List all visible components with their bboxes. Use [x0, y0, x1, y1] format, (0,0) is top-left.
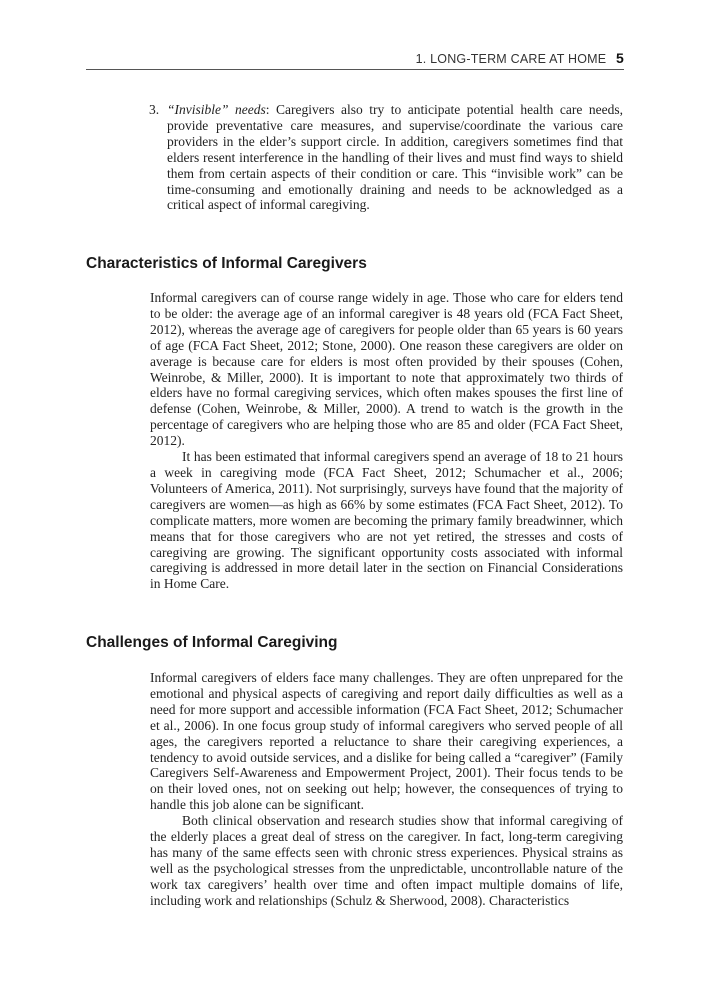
chapter-title: 1. LONG-TERM CARE AT HOME: [415, 52, 607, 66]
header-rule: [86, 69, 624, 70]
paragraph: Informal caregivers can of course range widely in age. Those who care for elders tend to be older: the average age of an informal caregiver is 48 years old (FCA Fact Sheet, 2012), whereas the average age of caregivers for people older than 65 years is 60 years of age (FCA Fact Sheet, 2012; Stone, 2000). One reason these caregivers are older on average is because care for elders is most often provided by their spouses (Cohen, Weinrobe, & Miller, 2000). It is important to note that approximately two thirds of elders have no formal caregiving services, which often makes spouses the first line of defense (Cohen, Weinrobe, & Miller, 2000). A trend to watch is the growth in the percentage of caregivers who are helping those who are 85 and older (FCA Fact Sheet, 2012).: [150, 290, 623, 449]
list-item-text: : Caregivers also try to anticipate potential health care needs, provide preventative care measures, and supervise/coordinate the various care providers in the elder’s support circle. In addition, caregivers sometimes find that elders resent interference in the handling of their lives and must find ways to shield them from certain aspects of their condition or care. This “invisible work” can be time-consuming and emotionally draining and needs to be acknowledged as a critical aspect of informal caregiving.: [167, 102, 623, 213]
list-item-term: “Invisible” needs: [167, 102, 266, 117]
page-number: 5: [616, 50, 624, 66]
section-heading-characteristics: Characteristics of Informal Caregivers: [86, 255, 367, 272]
paragraph: Both clinical observation and research studies show that informal caregiving of the elderly places a great deal of stress on the caregiver. In fact, long-term caregiving has many of the same effects seen with chronic stress experiences. Physical strains as well as the psychological stresses from the unpredictable, uncontrollable nature of the work tax caregivers’ health over time and often impact multiple domains of life, including work and relationships (Schulz & Sherwood, 2008). Characteristics: [150, 813, 623, 908]
list-item-invisible-needs: [149, 102, 623, 213]
section-heading-challenges: Challenges of Informal Caregiving: [86, 634, 338, 651]
paragraph: Informal caregivers of elders face many challenges. They are often unprepared for the emotional and physical aspects of caregiving and report daily difficulties as well as a need for more support and accessible information (FCA Fact Sheet, 2012; Schumacher et al., 2006). In one focus group study of informal caregivers who served people of all ages, the caregivers reported a reluctance to share their caregiving experiences, a tendency to avoid outside services, and a dislike for being called a “caregiver” (Family Caregivers Self-Awareness and Empowerment Project, 2001). Their focus tends to be on their loved ones, not on seeking out help; however, the consequences of trying to handle this job alone can be significant.: [150, 670, 623, 813]
paragraph: It has been estimated that informal caregivers spend an average of 18 to 21 hours a week in caregiving mode (FCA Fact Sheet, 2012; Schumacher et al., 2006; Volunteers of America, 2011). Not surprisingly, surveys have found that the majority of caregivers are women—as high as 66% by some estimates (FCA Fact Sheet, 2012). To complicate matters, more women are becoming the primary family breadwinner, which means that for those caregivers who are not yet retired, the stresses and costs of caregiving are growing. The significant opportunity costs associated with informal caregiving is addressed in more detail later in the section on Financial Considerations in Home Care.: [150, 449, 623, 592]
section-body-challenges: [150, 670, 623, 909]
list-item-content: [167, 102, 623, 213]
list-item-number: 3.: [149, 102, 160, 117]
running-header: [416, 50, 624, 66]
section-body-characteristics: [150, 290, 623, 592]
